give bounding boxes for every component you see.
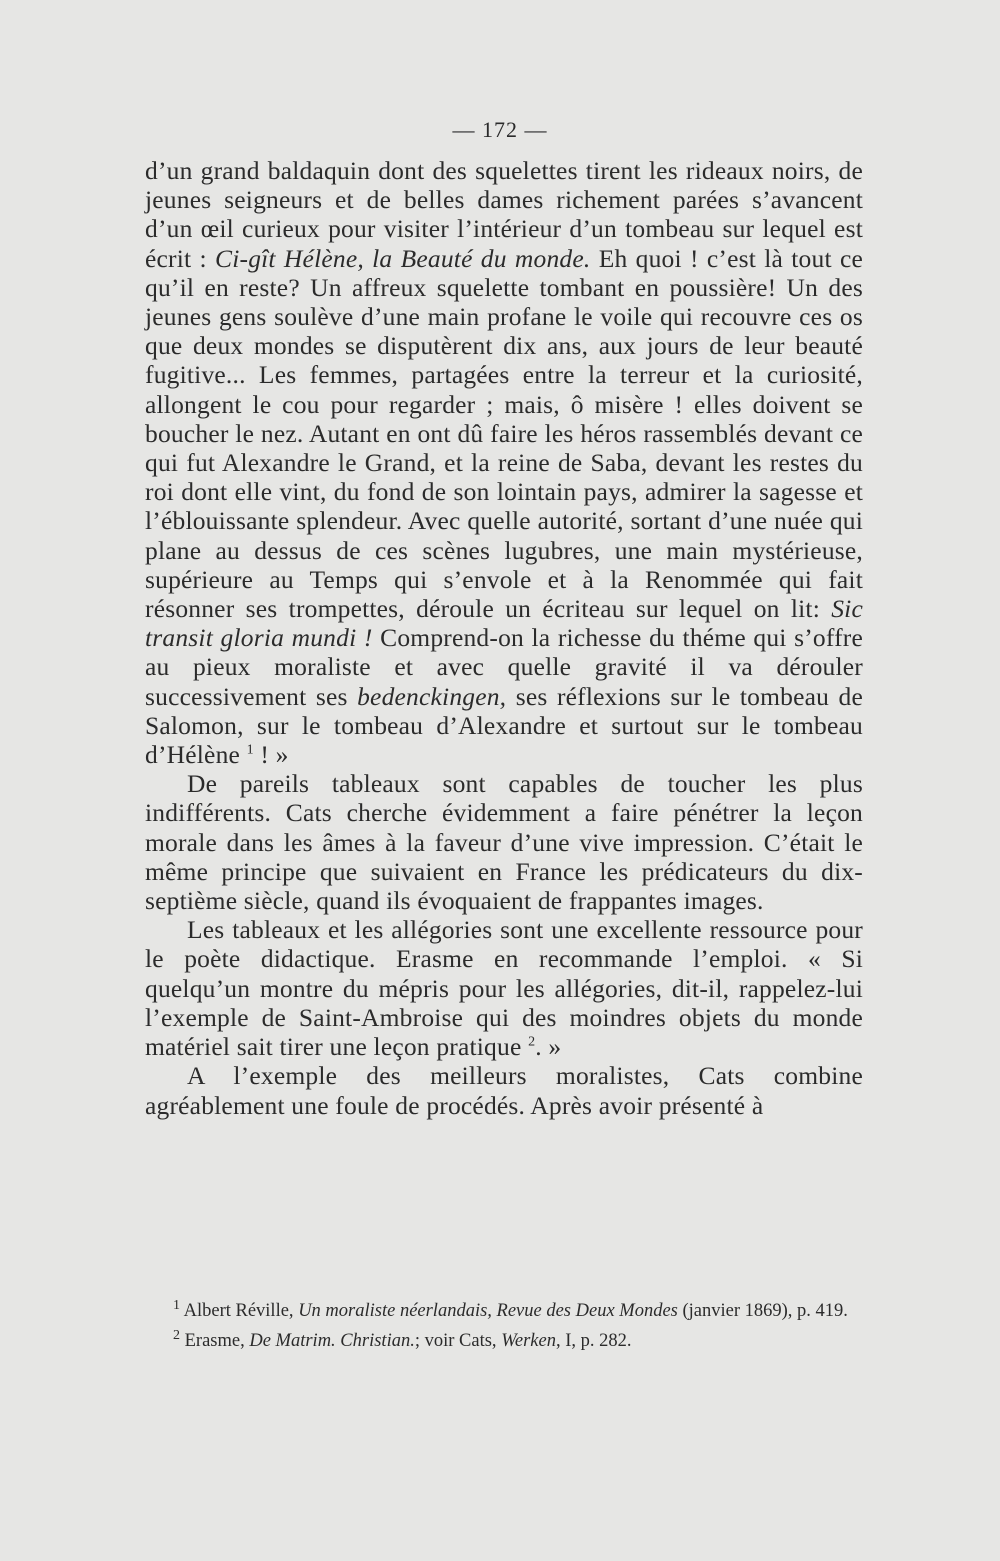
text-run: Les tableaux et les allégories sont une excellente ressource pour le poète didactique. Erasme en recommande l’emploi. « Si quelqu’un montre du mépris pour les allégories, dit-il, rappelez-lui l’exemple de Saint-Ambroise qui des moindres objets du monde matériel sait tirer une leçon pratique bbox=[145, 915, 863, 1062]
paragraph-2 bbox=[145, 769, 863, 915]
footnote-marker: 2 bbox=[528, 1034, 536, 1050]
text-run: Comprend-on la richesse du théme qui s’offre au pieux moraliste et avec quelle gravité il va dérouler successivement ses bbox=[145, 623, 863, 711]
italic-text: Sic transit gloria mundi ! bbox=[145, 594, 863, 653]
text-run: Albert Réville, bbox=[180, 1301, 299, 1321]
page-number: — 172 — bbox=[452, 117, 548, 142]
text-run: A l’exemple des meilleurs moralistes, Cats combine agréablement une foule de procédés. Après avoir présenté à bbox=[145, 1061, 863, 1120]
text-run: ; voir Cats, bbox=[414, 1330, 502, 1351]
paragraph-4 bbox=[145, 1061, 863, 1119]
footnote-1 bbox=[145, 1297, 863, 1323]
text-run: Eh quoi ! c’est là tout ce qu’il en reste? Un affreux squelette tombant en poussière! Un des jeunes gens soulève d’une main profane le voile qui recouvre ces os que deux mondes se disputèrent dix ans, aux jours de leur beauté fugitive... Les femmes, partagées entre la terreur et la curiosité, allongent le cou pour regarder ; mais, ô misère ! elles doivent se boucher le nez. Autant en ont dû faire les héros rassemblés devant ce qui fut Alexandre le Grand, et la reine de Saba, devant les restes du roi dont elle vint, du fond de son lointain pays, admirer la sagesse et l’éblouissante splendeur. Avec quelle autorité, sortant d’une nuée qui plane au dessus de ces scènes lugubres, une main mystérieuse, supérieure au Temps qui s’envole et à la Renommée qui fait résonner ses trompettes, déroule un écriteau sur lequel on lit: bbox=[145, 243, 863, 624]
text-run: De pareils tableaux sont capables de toucher les plus indifférents. Cats cherche évidemment a faire pénétrer la leçon morale dans les âmes à la faveur d’une vive impression. C’était le même principe que suivaient en France les prédicateurs du dix-septième siècle, quand ils évoquaient de frappantes images. bbox=[145, 769, 863, 916]
italic-text: bedenckingen, bbox=[357, 681, 507, 711]
body-text bbox=[145, 156, 863, 1120]
footnote-marker: 1 bbox=[246, 742, 254, 758]
text-run: d’un grand baldaquin dont des squelettes tirent les rideaux noirs, de jeunes seigneurs et de belles dames richement parées s’avancent d’un œil curieux pour visiter l’intérieur d’un tombeau sur lequel est écrit : bbox=[145, 156, 863, 273]
text-run: (janvier 1869), p. 419. bbox=[677, 1301, 848, 1321]
paragraph-3 bbox=[145, 915, 863, 1061]
italic-text: Ci-gît Hélène, la Beauté du monde. bbox=[215, 243, 591, 273]
text-run: Erasme, bbox=[180, 1330, 250, 1351]
footnote-2 bbox=[145, 1327, 863, 1353]
text-run: , I, p. 282. bbox=[555, 1330, 632, 1351]
text-run: ! » bbox=[253, 740, 289, 770]
footnote-marker: 1 bbox=[173, 1297, 180, 1313]
footnote-marker: 2 bbox=[173, 1327, 180, 1343]
italic-text: De Matrim. Christian. bbox=[249, 1330, 415, 1351]
text-run: ses réflexions sur le tombeau de Salomon, sur le tombeau d’Alexandre et surtout sur le tombeau d’Hélène bbox=[145, 681, 863, 770]
footnotes bbox=[145, 1297, 863, 1359]
italic-text: Werken bbox=[501, 1330, 556, 1351]
text-run: . » bbox=[535, 1032, 562, 1062]
paragraph-1 bbox=[145, 156, 863, 769]
italic-text: Un moraliste néerlandais, Revue des Deux Mondes bbox=[298, 1301, 678, 1321]
